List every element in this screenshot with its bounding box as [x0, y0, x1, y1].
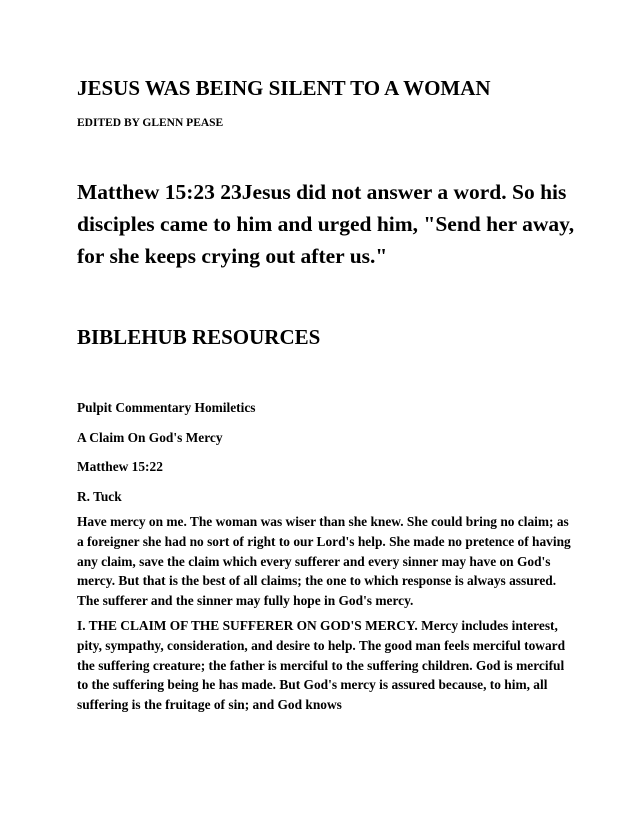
- document-byline: EDITED BY GLENN PEASE: [77, 117, 224, 129]
- article-title: A Claim On God's Mercy: [77, 429, 223, 445]
- commentary-body: [77, 398, 578, 724]
- paragraph-2: I. THE CLAIM OF THE SUFFERER ON GOD'S MERCY. Mercy includes interest, pity, sympathy, consideration, and desire to help. The good man feels merciful toward the suffering creature; the father is merciful to the suffering children. God is merciful to the suffering being he has made. But God's mercy is assured because, to him, all suffering is the fruitage of sin; and God knows: [77, 618, 566, 712]
- commentary-source: Pulpit Commentary Homiletics: [77, 400, 256, 415]
- section-heading: BIBLEHUB RESOURCES: [77, 325, 321, 349]
- scripture-reference: Matthew 15:22: [77, 459, 163, 475]
- document-title: JESUS WAS BEING SILENT TO A WOMAN: [77, 76, 491, 100]
- article-author: R. Tuck: [77, 488, 122, 504]
- scripture-verse: Matthew 15:23 23Jesus did not answer a word. So his disciples came to him and urged him, "Send her away, for she keeps crying out after us.": [77, 180, 575, 268]
- paragraph-1: Have mercy on me. The woman was wiser than she knew. She could bring no claim; as a foreigner she had no sort of right to our Lord's help. She made no pretence of having any claim, save the claim which every sufferer and every sinner may have on God's mercy. But that is the best of all claims; the one to which response is always assured. The sufferer and the sinner may fully hope in God's mercy.: [77, 514, 571, 608]
